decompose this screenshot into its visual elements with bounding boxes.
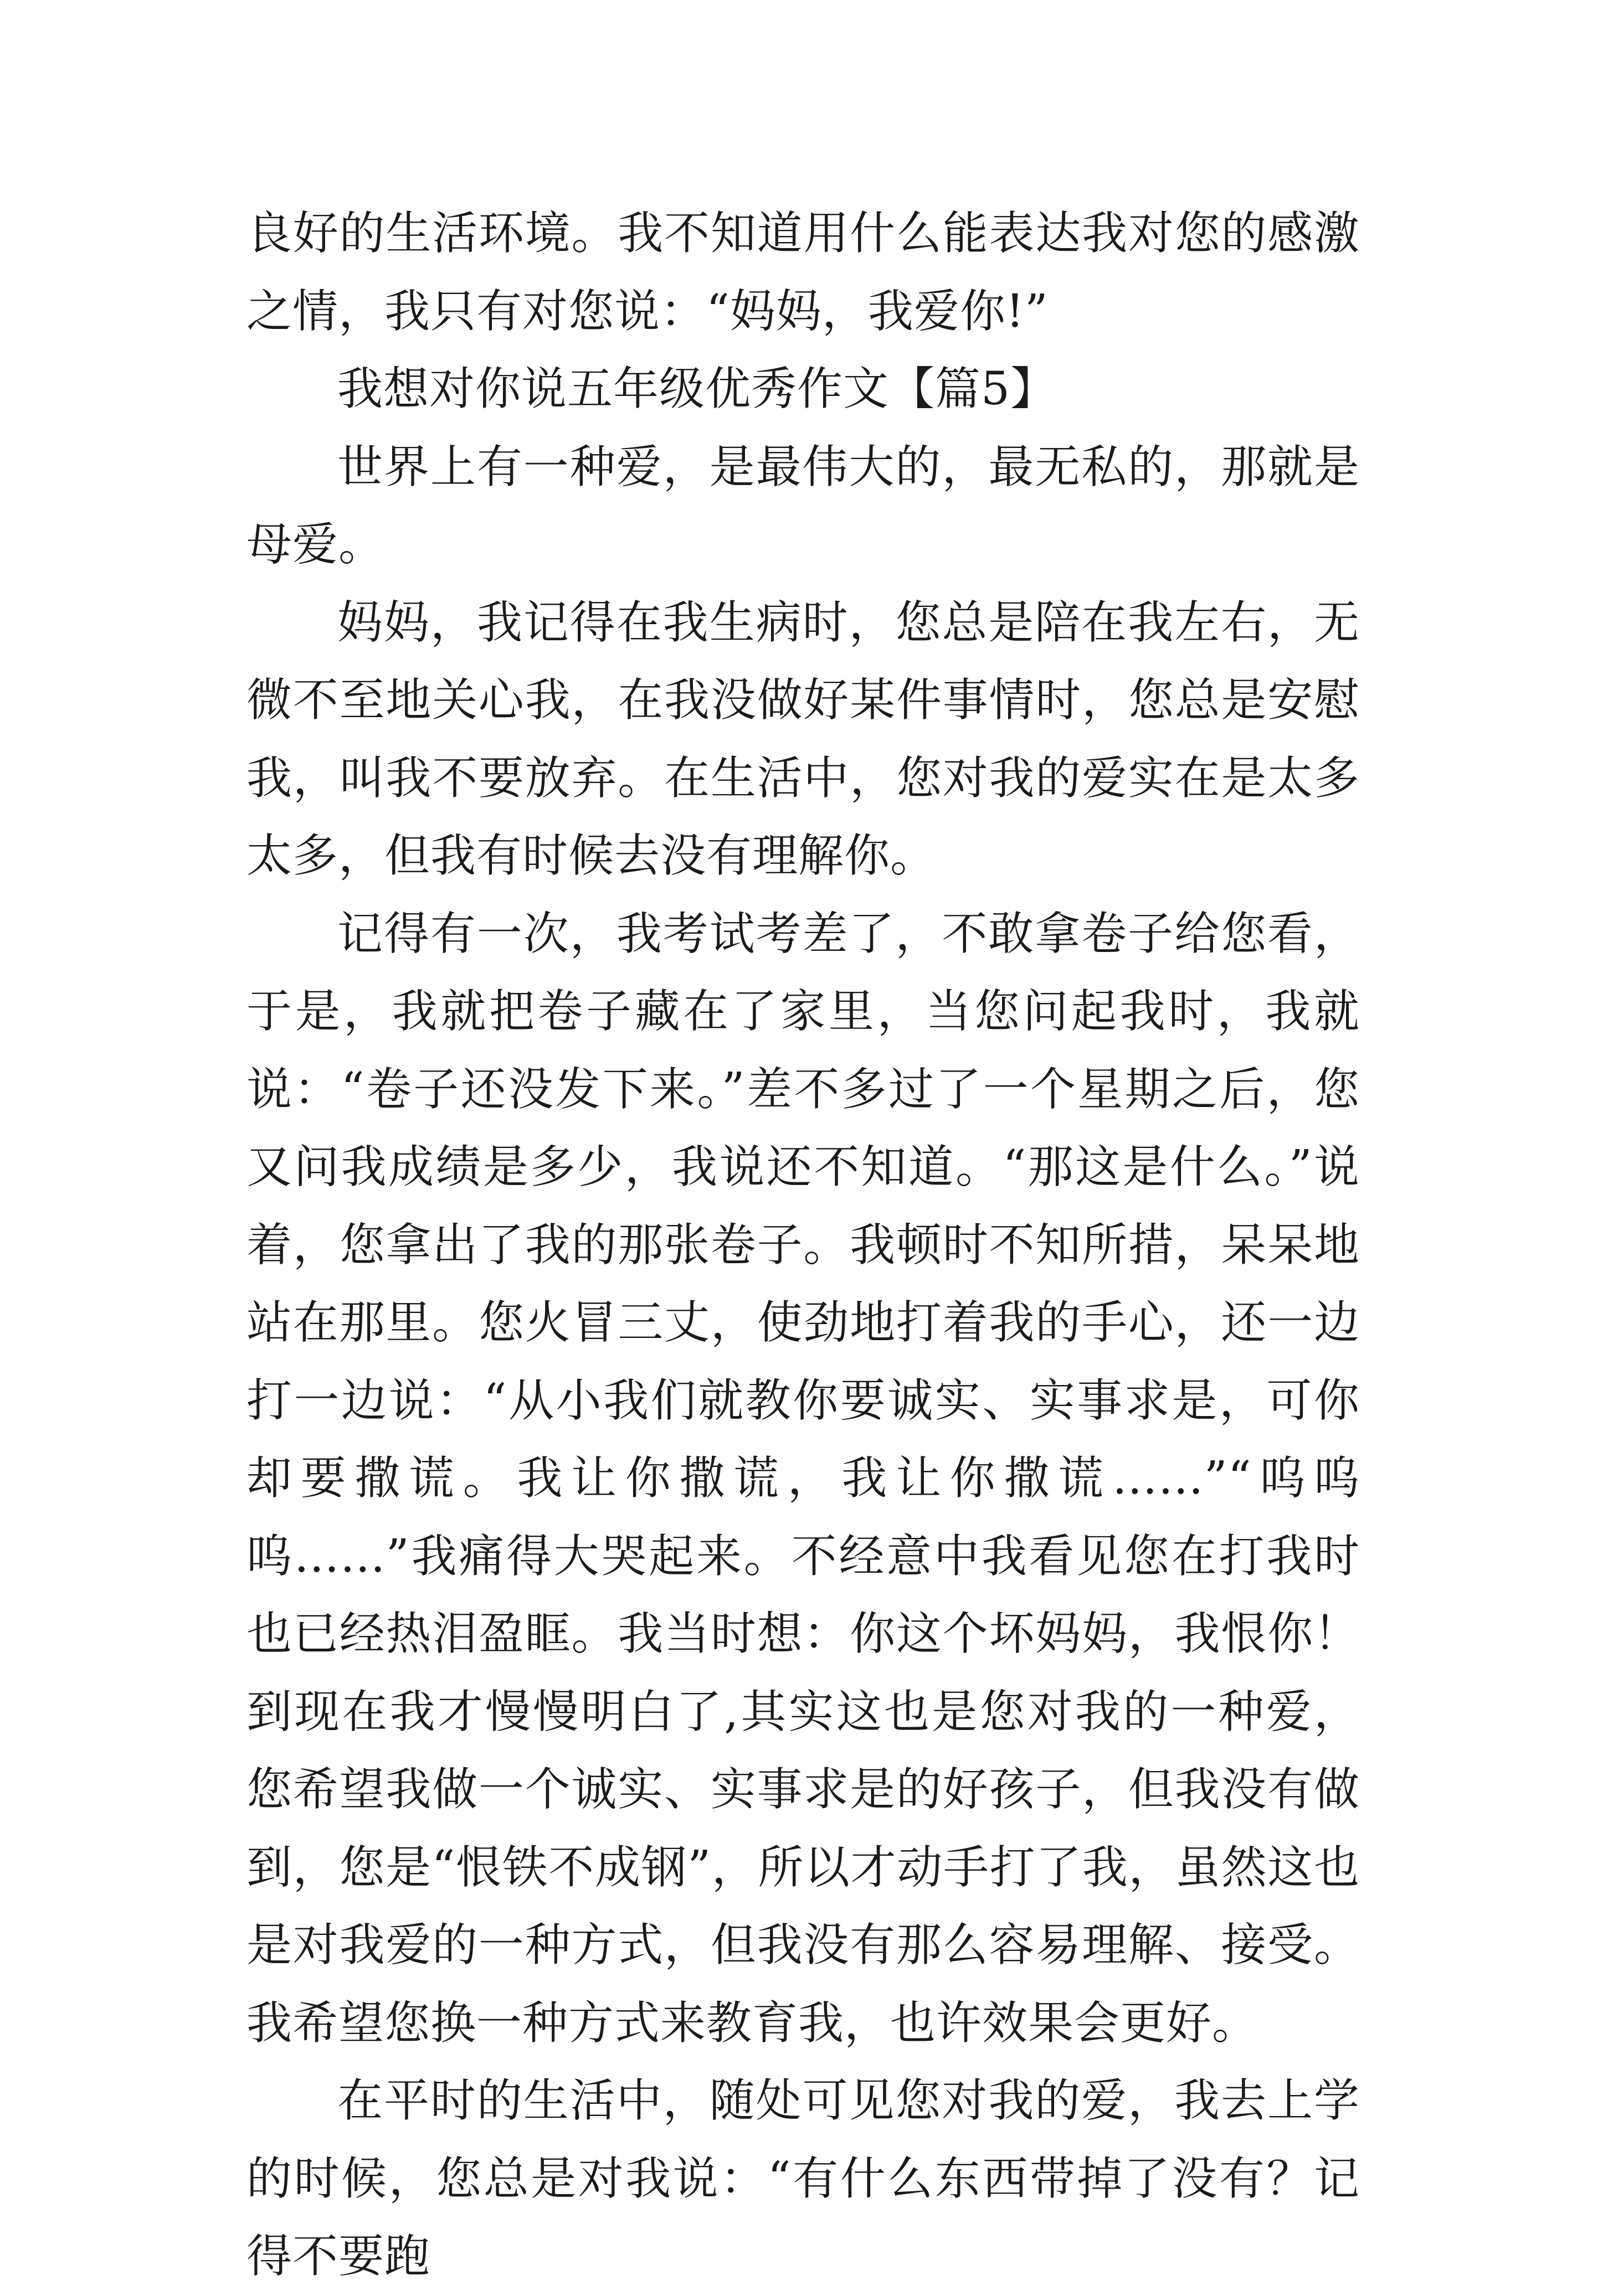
paragraph: 在平时的生活中，随处可见您对我的爱，我去上学的时候，您总是对我说：“有什么东西带掉了没有？记得不要跑	[246, 2074, 1360, 2283]
document-body	[246, 195, 1360, 2296]
section-heading: 我想对你说五年级优秀作文【篇5】	[337, 363, 1057, 415]
paragraph: 记得有一次，我考试考差了，不敢拿卷子给您看，于是，我就把卷子藏在了家里，当您问起我时，我就说：“卷子还没发下来。”差不多过了一个星期之后，您又问我成绩是多少，我说还不知道。“那这是什么。”说着，您拿出了我的那张卷子。我顿时不知所措，呆呆地站在那里。您火冒三丈，使劲地打着我的手心，还一边打一边说：“从小我们就教你要诚实、实事求是，可你却要撒谎。我让你撒谎，我让你撒谎……”“呜呜呜……”我痛得大哭起来。不经意中我看见您在打我时也已经热泪盈眶。我当时想：你这个坏妈妈，我恨你！到现在我才慢慢明白了,其实这也是您对我的一种爱，您希望我做一个诚实、实事求是的好孩子，但我没有做到，您是“恨铁不成钢”，所以才动手打了我，虽然这也是对我爱的一种方式，但我没有那么容易理解、接受。我希望您换一种方式来教育我，也许效果会更好。	[246, 907, 1360, 2050]
paragraph-continuation: 良好的生活环境。我不知道用什么能表达我对您的感激之情，我只有对您说：“妈妈，我爱你!”	[246, 207, 1360, 338]
paragraph: 世界上有一种爱，是最伟大的，最无私的，那就是母爱。	[246, 440, 1360, 571]
paragraph: 妈妈，我记得在我生病时，您总是陪在我左右，无微不至地关心我，在我没做好某件事情时，您总是安慰我，叫我不要放弃。在生活中，您对我的爱实在是太多太多，但我有时候去没有理解你。	[246, 596, 1360, 882]
